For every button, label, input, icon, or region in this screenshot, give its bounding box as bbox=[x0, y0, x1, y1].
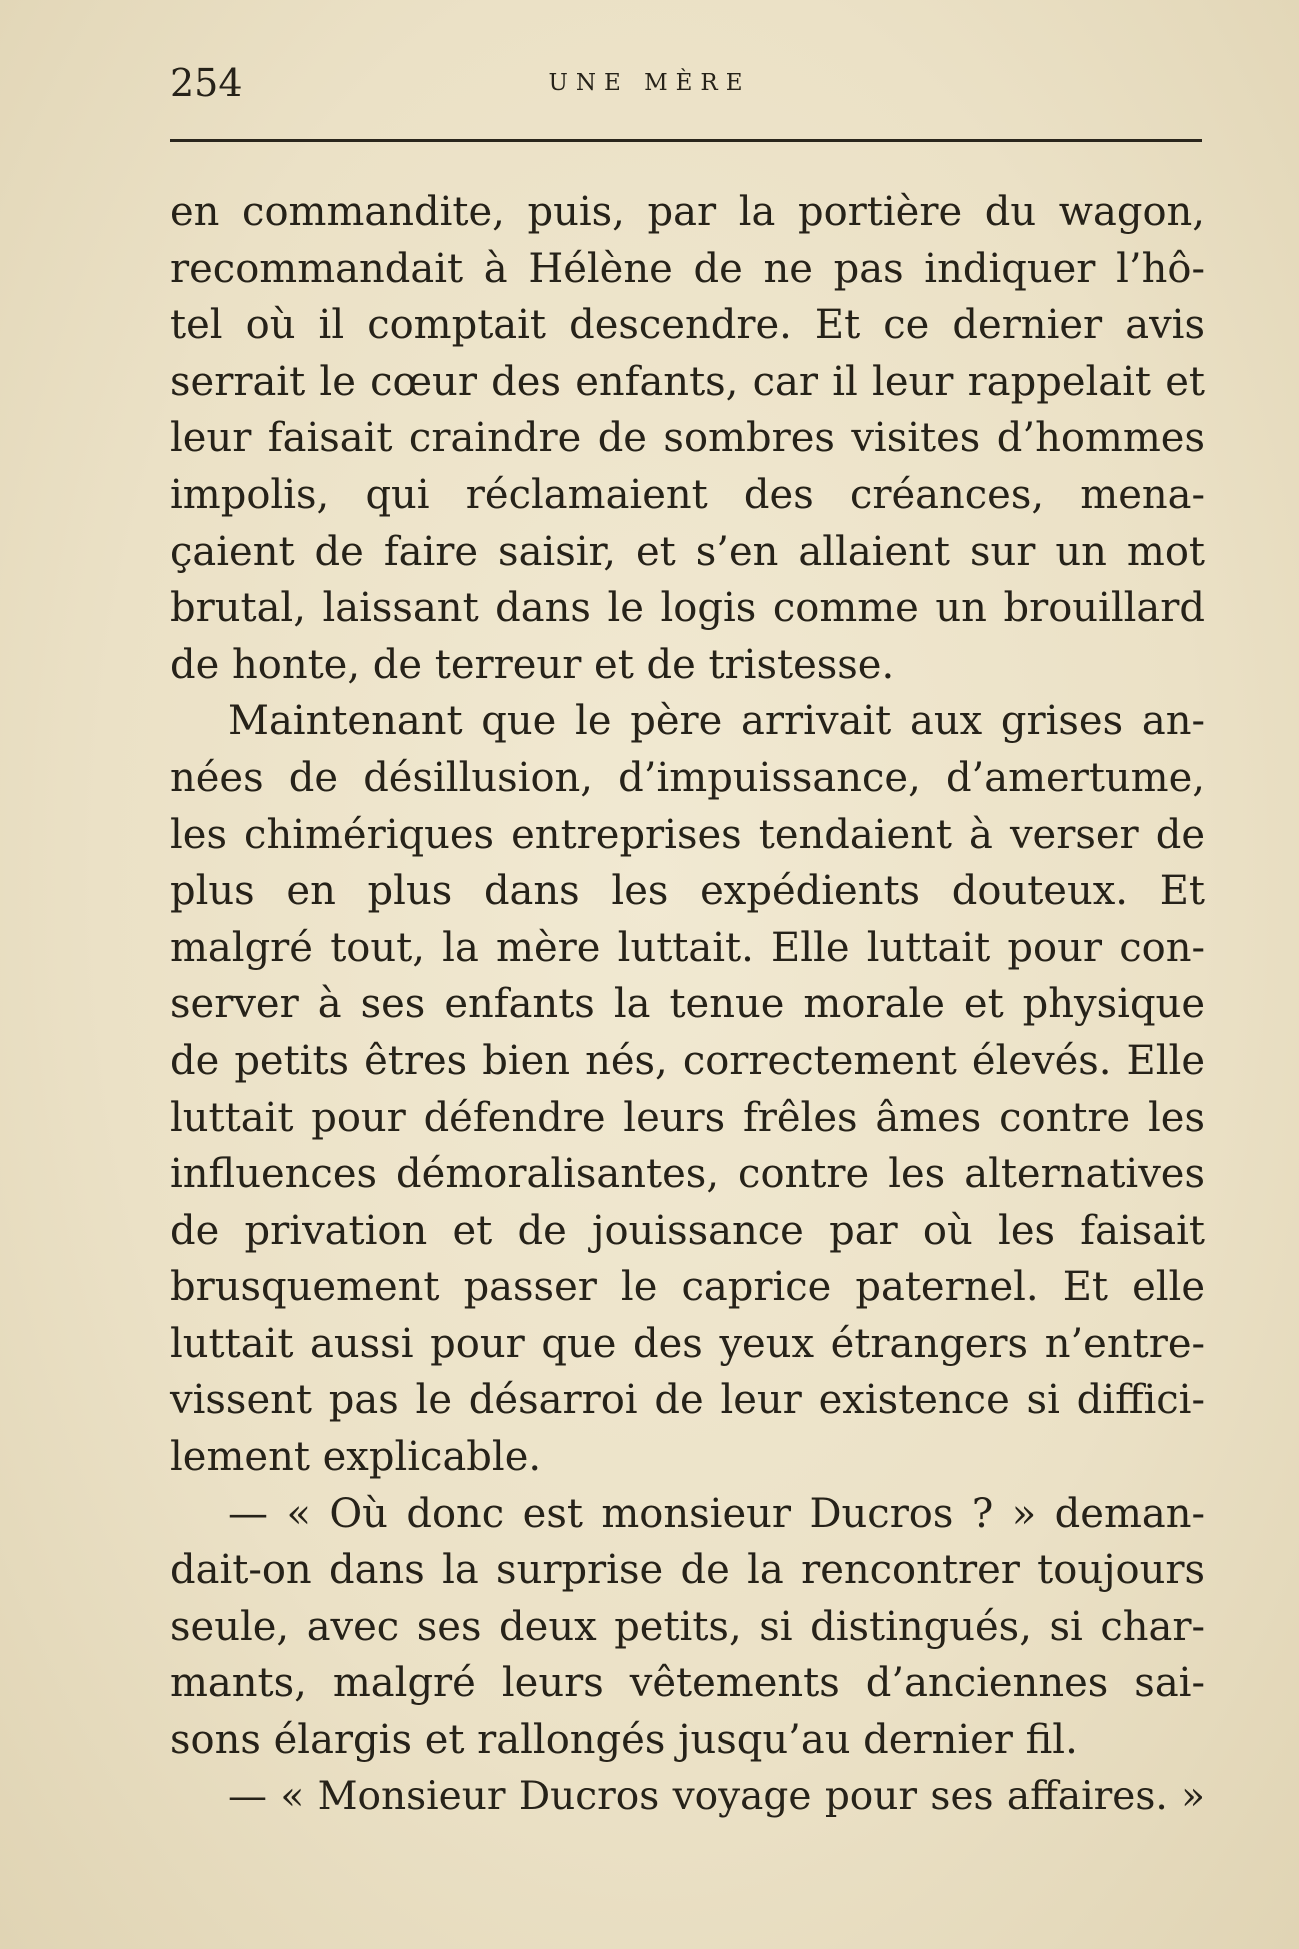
header-rule bbox=[170, 139, 1202, 142]
text-line: vissent pas le désarroi de leur existence si diffici- bbox=[170, 1377, 1205, 1424]
text-line: brusquement passer le caprice paternel. Et elle bbox=[170, 1264, 1205, 1311]
text-line: — « Monsieur Ducros voyage pour ses affaires. » bbox=[228, 1773, 1205, 1819]
text-line: dait-on dans la surprise de la rencontrer toujours bbox=[170, 1547, 1205, 1594]
text-line: luttait pour défendre leurs frêles âmes contre les bbox=[170, 1094, 1205, 1141]
text-line: recommandait à Hélène de ne pas indiquer l’hô- bbox=[170, 245, 1205, 292]
text-line: lement explicable. bbox=[170, 1434, 542, 1481]
text-line: les chimériques entreprises tendaient à verser de bbox=[170, 811, 1205, 858]
text-line: impolis, qui réclamaient des créances, mena- bbox=[170, 471, 1205, 518]
text-line: seule, avec ses deux petits, si distingués, si char- bbox=[170, 1603, 1205, 1650]
text-line: luttait aussi pour que des yeux étrangers n’entre- bbox=[170, 1320, 1205, 1367]
text-line: de privation et de jouissance par où les faisait bbox=[170, 1207, 1205, 1254]
text-line: plus en plus dans les expédients douteux. Et bbox=[170, 868, 1205, 915]
text-line: de honte, de terreur et de tristesse. bbox=[170, 641, 895, 688]
text-line: brutal, laissant dans le logis comme un brouillard bbox=[170, 585, 1205, 632]
body-text bbox=[170, 184, 1205, 1825]
text-line: de petits êtres bien nés, correctement élevés. Elle bbox=[170, 1037, 1205, 1084]
text-line: tel où il comptait descendre. Et ce dernier avis bbox=[170, 302, 1205, 349]
text-line: en commandite, puis, par la portière du wagon, bbox=[170, 189, 1205, 235]
running-title: UNE MÈRE bbox=[548, 70, 751, 96]
text-line: influences démoralisantes, contre les alternatives bbox=[170, 1151, 1205, 1198]
text-line: Maintenant que le père arrivait aux grises an- bbox=[228, 698, 1205, 745]
text-line: — « Où donc est monsieur Ducros ? » deman- bbox=[228, 1490, 1205, 1537]
text-line: mants, malgré leurs vêtements d’anciennes sai- bbox=[170, 1660, 1205, 1707]
text-line: server à ses enfants la tenue morale et physique bbox=[170, 981, 1205, 1028]
text-line: sons élargis et rallongés jusqu’au dernier fil. bbox=[170, 1717, 1078, 1764]
text-line: çaient de faire saisir, et s’en allaient sur un mot bbox=[170, 528, 1205, 575]
page-number: 254 bbox=[170, 61, 243, 105]
text-line: nées de désillusion, d’impuissance, d’amertume, bbox=[170, 754, 1205, 801]
text-line: serrait le cœur des enfants, car il leur rappelait et bbox=[170, 358, 1205, 405]
text-line: malgré tout, la mère luttait. Elle luttait pour con- bbox=[170, 924, 1205, 971]
text-line: leur faisait craindre de sombres visites d’hommes bbox=[170, 415, 1205, 462]
